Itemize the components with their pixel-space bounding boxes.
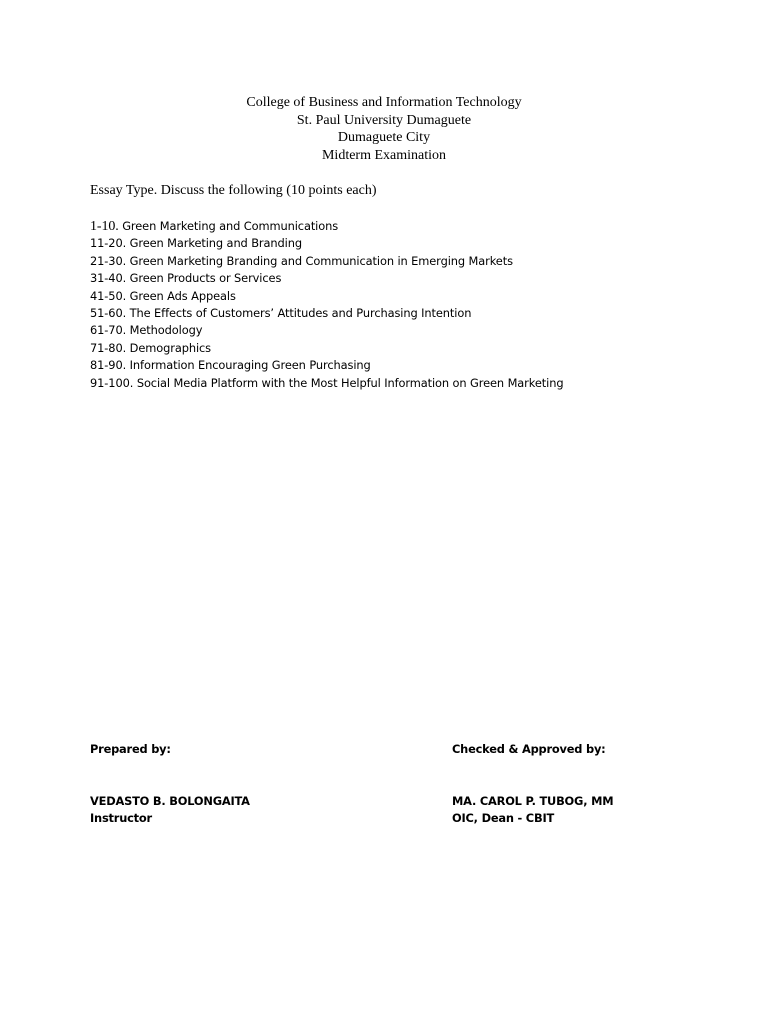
item-text: Green Marketing and Communications (122, 219, 339, 233)
list-item (90, 322, 563, 339)
list-item (90, 270, 563, 287)
item-text: Demographics (129, 340, 212, 355)
item-range: 41-50. (90, 288, 127, 303)
list-item (90, 253, 563, 270)
item-range: 61-70. (90, 323, 127, 338)
list-item (90, 340, 563, 357)
item-text: Information Encouraging Green Purchasing (129, 358, 371, 373)
item-range: 71-80. (90, 340, 127, 355)
item-text: The Effects of Customers’ Attitudes and Purchasing Intention (129, 306, 472, 321)
university-name: St. Paul University Dumaguete (296, 112, 472, 128)
item-range: 91-100. (90, 375, 134, 390)
prepared-by-block (90, 741, 250, 827)
approver-name: MA. CAROL P. TUBOG, MM (452, 794, 614, 808)
list-item (90, 235, 563, 252)
essay-topics-list (90, 218, 563, 392)
list-item (90, 305, 563, 322)
approved-by-block (452, 741, 613, 827)
item-text: Social Media Platform with the Most Helpful Information on Green Marketing (136, 375, 564, 390)
item-range: 51-60. (90, 306, 127, 321)
item-text: Green Marketing Branding and Communication in Emerging Markets (129, 253, 513, 268)
item-text: Methodology (129, 323, 203, 338)
preparer-name: VEDASTO B. BOLONGAITA (90, 794, 250, 808)
exam-instructions: Essay Type. Discuss the following (10 points each) (90, 183, 377, 198)
preparer-title: Instructor (90, 811, 152, 825)
item-text: Green Ads Appeals (129, 288, 236, 303)
college-name: College of Business and Information Technology (246, 95, 522, 110)
item-range: 81-90. (90, 358, 127, 373)
exam-title: Midterm Examination (321, 148, 447, 164)
list-item (90, 218, 563, 235)
approver-title: OIC, Dean - CBIT (452, 811, 555, 825)
item-range: 21-30. (90, 253, 127, 268)
item-range: 31-40. (90, 271, 127, 286)
list-item (90, 375, 563, 392)
item-text: Green Products or Services (129, 271, 282, 286)
approved-by-label: Checked & Approved by: (452, 742, 606, 756)
item-range: 11-20. (90, 236, 127, 251)
list-item (90, 288, 563, 305)
prepared-by-label: Prepared by: (90, 742, 171, 756)
document-header (0, 94, 768, 165)
list-item (90, 357, 563, 374)
city-name: Dumaguete City (337, 130, 431, 146)
item-range: 1-10. (90, 219, 119, 234)
item-text: Green Marketing and Branding (129, 236, 302, 251)
